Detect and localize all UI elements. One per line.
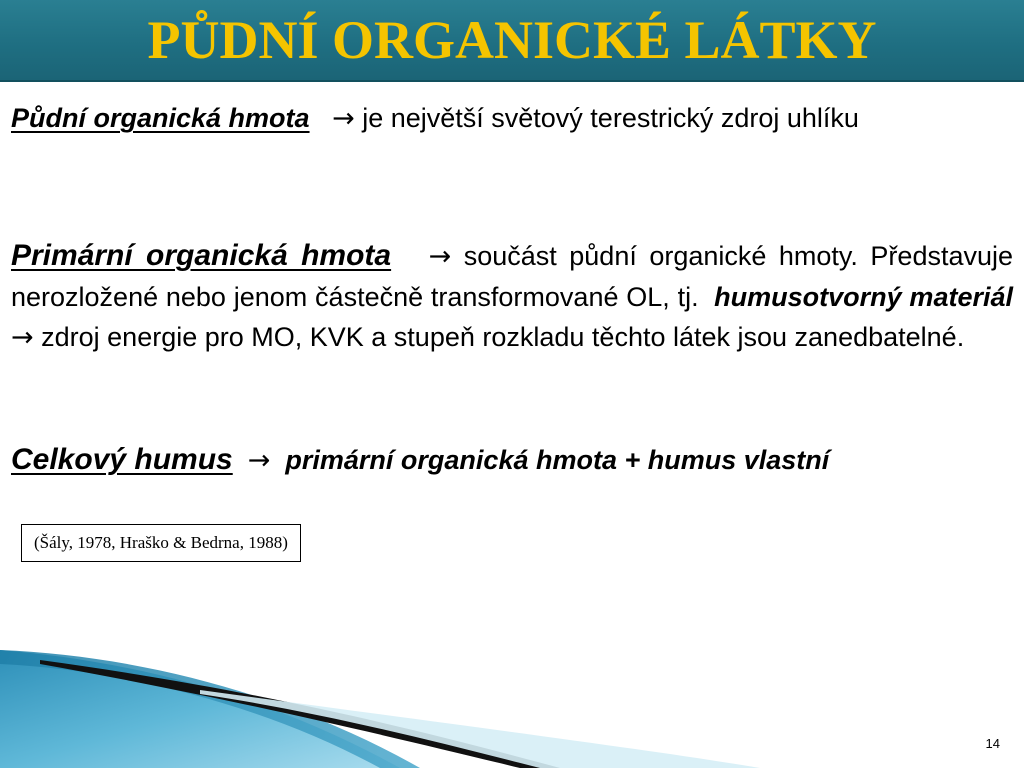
paragraph-soil-organic-matter: [11, 98, 1013, 139]
title-bar: [0, 0, 1024, 82]
emphasis-humus-forming-material: humusotvorný materiál: [714, 282, 1013, 312]
term-primary-organic-matter: Primární organická hmota: [11, 239, 392, 272]
paragraph-text: je největší světový terestrický zdroj uhlíku: [362, 103, 859, 133]
paragraph-primary-organic-matter: [11, 236, 1013, 358]
citation-box: (Šály, 1978, Hraško & Bedrna, 1988): [21, 524, 301, 562]
arrow-icon: →: [247, 445, 271, 476]
arrow-icon: →: [428, 241, 452, 272]
term-total-humus: Celkový humus: [11, 443, 233, 476]
term-soil-organic-matter: Půdní organická hmota: [11, 103, 310, 133]
paragraph-text: primární organická hmota + humus vlastní: [285, 445, 830, 475]
paragraph-text: součást půdní organické hmoty. Představuje nerozložené nebo jenom částečně transformované OL, tj.: [11, 241, 1014, 312]
paragraph-total-humus: [11, 440, 1013, 481]
slide-title: PŮDNÍ ORGANICKÉ LÁTKY: [147, 10, 877, 70]
arrow-icon: →: [11, 322, 34, 353]
decorative-swoosh: [0, 630, 1024, 768]
arrow-icon: →: [332, 103, 355, 134]
page-number: 14: [985, 736, 1000, 751]
paragraph-text: zdroj energie pro MO, KVK a stupeň rozkladu těchto látek jsou zanedbatelné.: [41, 322, 965, 352]
